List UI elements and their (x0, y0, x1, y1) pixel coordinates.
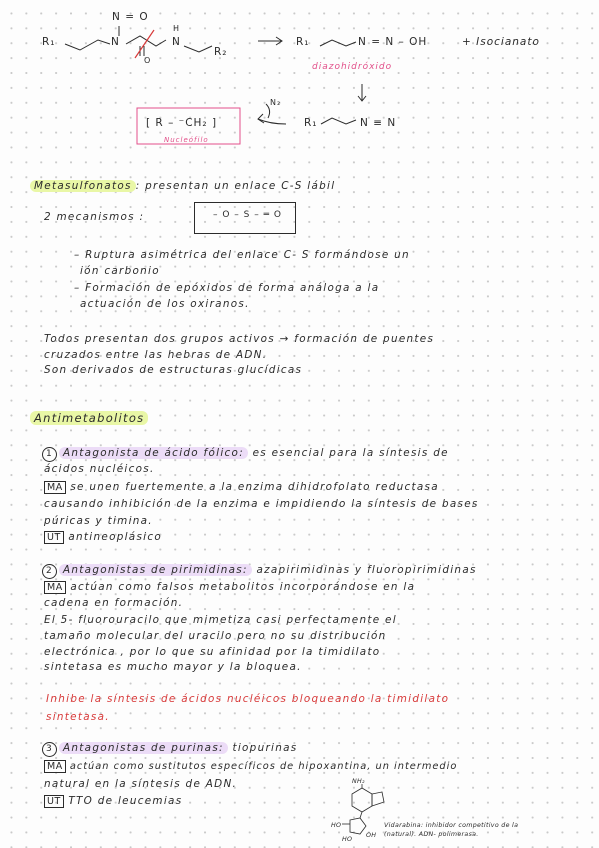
ma-tag: MA (44, 760, 66, 773)
item1-line-3: causando inhibición de la enzima e impidiendo la síntesis de bases (44, 498, 479, 510)
diazonium-formula: N ≡ N (360, 117, 397, 129)
sulfonate-formula: – O – S – ═ O (213, 210, 282, 220)
ma-tag: MA (44, 481, 66, 494)
mechanisms-label: 2 mecanismos : (44, 211, 145, 223)
item3-ut-line (44, 795, 182, 807)
item2-title: Antagonistas de pirimidinas: (59, 564, 252, 576)
mechanism-line-3: – Formación de epóxidos de forma análoga a la (74, 282, 380, 294)
isocyanate-label: + Isocianato (462, 36, 540, 48)
oh-label: OH (366, 832, 377, 839)
nucleophile-label: Nucleófilo (164, 136, 209, 144)
item2-line-5: electrónica , por lo que su afinidad por la timidilato (44, 646, 381, 658)
metasulfonatos-intro: : presentan un enlace C-S lábil (135, 180, 336, 192)
vidarabine-note-1: Vidarabina: inhibidor competitivo de la (384, 822, 519, 829)
item2-number: 2 (42, 564, 57, 579)
item2-line-4: tamaño molecular del uracilo pero no su distribución (44, 630, 387, 642)
item3-title: Antagonistas de purinas: (59, 742, 228, 754)
item1-ma-line (44, 481, 439, 493)
n-left: N (111, 36, 120, 48)
diazohydroxide-label: diazohidróxido (312, 62, 393, 72)
item2-line-3: El 5- fluorouracilo que mimetiza casi perfectamente el (44, 614, 397, 626)
red-note-line-1: Inhibe la síntesis de ácidos nucléicos bloqueando la timidilato (46, 693, 450, 705)
nh2-label: NH₂ (352, 778, 365, 785)
item3-rest: tiopurinas (232, 742, 298, 754)
item1-ma-text: se unen fuertemente a la enzima dihidrofolato reductasa (70, 481, 439, 493)
mechanism-line-1: – Ruptura asimétrica del enlace C- S formándose un (74, 249, 410, 261)
carbanion-formula: [ R – ⁻CH₂ ] (146, 117, 218, 129)
ut-tag: UT (44, 795, 64, 808)
item1-title: Antagonista de ácido fólico: (59, 447, 248, 459)
ho-label-1: HO (331, 822, 342, 829)
r1-label: R₁ (42, 36, 56, 48)
item1-line-2: ácidos nucléicos. (44, 463, 155, 475)
reaction-lines (0, 0, 599, 160)
metasulfonatos-para-1: Todos presentan dos grupos activos → formación de puentes (44, 333, 435, 345)
item3-ma-text: actúan como sustitutos específicos de hipoxantina, un intermedio (69, 761, 458, 772)
item2-rest: azapirimidinas y fluoropirimidinas (256, 564, 477, 576)
item1-number: 1 (42, 447, 57, 462)
antimetabolitos-title: Antimetabolitos (30, 411, 148, 425)
item2-line-6: sintetasa es mucho mayor y la bloquea. (44, 661, 302, 673)
vidarabine-structure-icon (330, 782, 390, 844)
item3-heading (42, 742, 297, 757)
r2-label: R₂ (214, 46, 228, 58)
item1-desc: es esencial para la síntesis de (252, 447, 449, 459)
item3-ut-text: TTO de leucemias (68, 795, 183, 807)
metasulfonatos-title: Metasulfonatos (30, 180, 136, 192)
diazohydroxide-formula: N = N – OH (358, 36, 428, 48)
ho-label-2: HO (342, 836, 353, 843)
mechanism-line-4: actuación de los oxiranos. (80, 298, 250, 310)
metasulfonatos-para-2: cruzados entre las hebras de ADN. (44, 349, 268, 361)
item3-ma-line (44, 761, 457, 772)
item2-ma-line (44, 581, 415, 593)
item1-heading (42, 447, 449, 462)
carbonyl-oxygen: O (144, 56, 152, 65)
h-label: H (173, 24, 181, 33)
red-note-line-2: sintetasa. (46, 711, 110, 723)
sulfonate-box (194, 202, 296, 234)
item3-number: 3 (42, 742, 57, 757)
item1-ut-text: antineoplásico (68, 531, 163, 543)
n2-label: N₂ (270, 98, 282, 107)
item2-ma-text: actúan como falsos metabolitos incorporándose en la (70, 581, 416, 593)
item3-line-2: natural en la síntesis de ADN. (44, 778, 238, 790)
metasulfonatos-heading (30, 180, 335, 192)
item2-heading (42, 564, 477, 579)
item1-ut-line (44, 531, 162, 543)
metasulfonatos-para-3: Son derivados de estructuras glucídicas (44, 364, 303, 376)
vidarabine-note-2: (natural). ADN- polimerasa. (384, 831, 479, 838)
n-right: N (172, 36, 181, 48)
nitroso-group: N = O (112, 11, 149, 23)
ut-tag: UT (44, 531, 64, 544)
product-r1: R₁ (296, 36, 310, 48)
mechanism-line-2: ión carbonio (80, 265, 160, 277)
item1-line-4: púricas y timina. (44, 515, 153, 527)
diazonium-r1: R₁ (304, 117, 318, 129)
ma-tag: MA (44, 581, 66, 594)
item2-line-2: cadena en formación. (44, 597, 184, 609)
